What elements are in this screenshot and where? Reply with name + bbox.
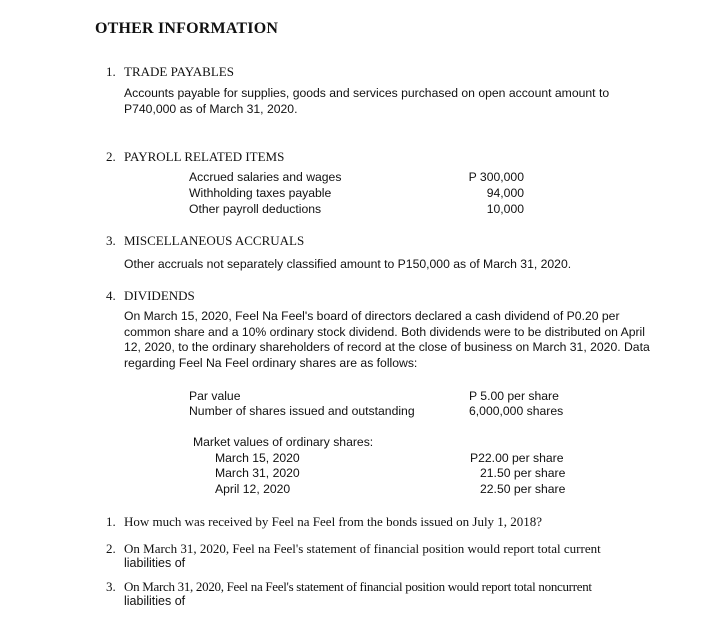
payroll-label: Accrued salaries and wages [189, 170, 342, 184]
section-text-trade-payables: Accounts payable for supplies, goods and services purchased on open account amount to P740,000 as of March 31, 2020. [124, 86, 610, 116]
market-date: March 15, 2020 [215, 451, 300, 465]
section-text-misc-accruals: Other accruals not separately classified amount to P150,000 as of March 31, 2020. [124, 257, 572, 271]
payroll-value: 94,000 [486, 186, 524, 200]
market-date: March 31, 2020 [215, 466, 300, 480]
section-text-dividends: On March 15, 2020, Feel Na Feel's board of directors declared a cash dividend of P0.20 per common share and a 10% ordinary stock dividend. Both dividends were to be distributed on April 12, 2020, to the ordinary shareholders of record at the close of business on March 31, 2020. Data regarding Feel Na Feel ordinary shares are as follows: [124, 309, 650, 370]
section-number: 4. [106, 288, 116, 303]
shares-label: Number of shares issued and outstanding [189, 404, 415, 418]
market-values-heading: Market values of ordinary shares: [193, 435, 374, 449]
question-text: On March 31, 2020, Feel na Feel's statement of financial position would report total current [124, 541, 601, 556]
market-date: April 12, 2020 [215, 482, 291, 496]
question-text-continued: liabilities of [124, 556, 186, 570]
market-value: 22.50 per share [480, 482, 566, 496]
section-heading-payroll: PAYROLL RELATED ITEMS [124, 149, 285, 164]
payroll-value: 10,000 [486, 202, 524, 216]
question-number: 1. [106, 514, 116, 529]
section-heading-misc-accruals: MISCELLANEOUS ACCRUALS [124, 233, 305, 248]
page-title: OTHER INFORMATION [95, 20, 279, 37]
payroll-label: Withholding taxes payable [189, 186, 332, 200]
section-number: 1. [106, 64, 116, 79]
section-number: 3. [106, 233, 116, 248]
payroll-value: P 300,000 [468, 170, 524, 184]
market-value: 21.50 per share [480, 466, 566, 480]
market-value: P22.00 per share [470, 451, 564, 465]
par-value-label: Par value [189, 389, 241, 403]
shares-value: 6,000,000 shares [469, 404, 564, 418]
section-heading-dividends: DIVIDENDS [124, 288, 195, 303]
question-number: 2. [106, 541, 116, 556]
section-number: 2. [106, 149, 116, 164]
section-heading-trade-payables: TRADE PAYABLES [124, 64, 234, 79]
question-text: How much was received by Feel na Feel from the bonds issued on July 1, 2018? [124, 514, 543, 529]
payroll-label: Other payroll deductions [189, 202, 322, 216]
question-text: On March 31, 2020, Feel na Feel's statement of financial position would report total noncurrent [124, 579, 592, 594]
par-value: P 5.00 per share [469, 389, 559, 403]
question-text-continued: liabilities of [124, 594, 186, 608]
question-number: 3. [106, 579, 116, 594]
